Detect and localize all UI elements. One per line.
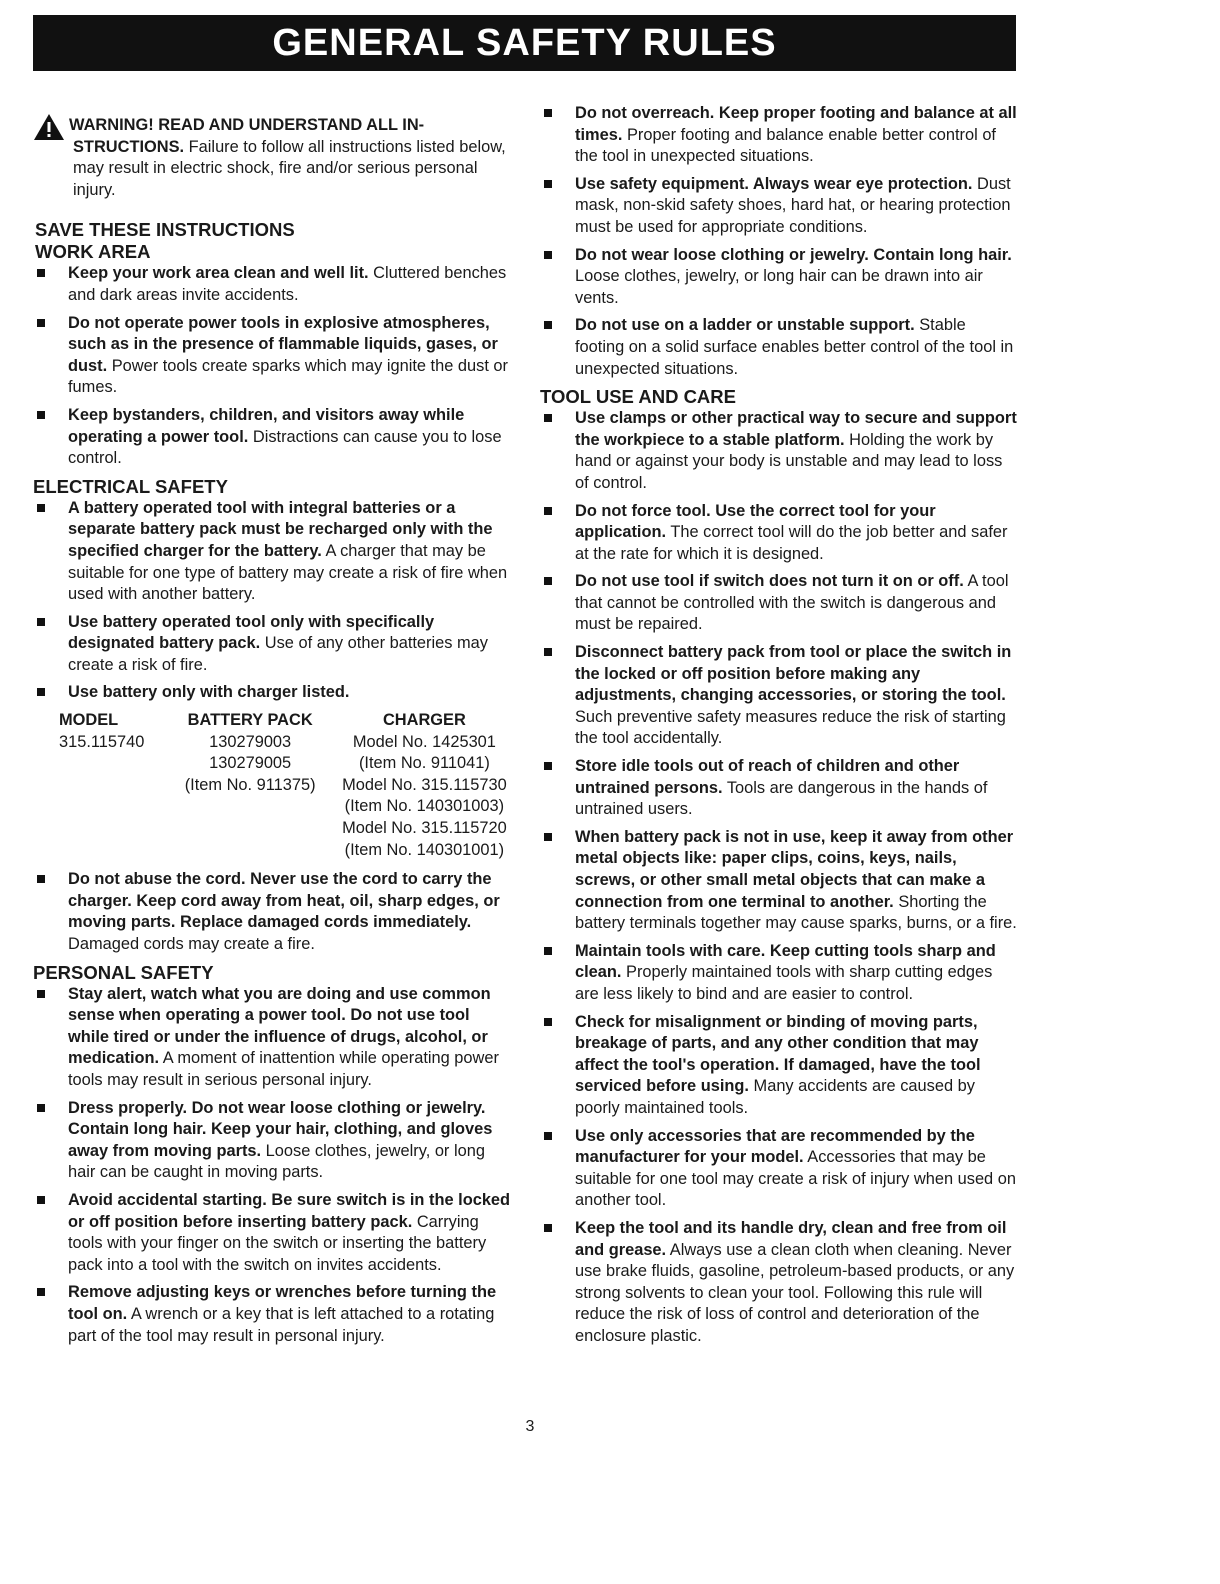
item-bold: Do not abuse the cord. Never use the cord to carry the charger. Keep cord away from heat, oil, sharp edges, or moving parts. Replace damaged cords immediately. [68, 870, 500, 932]
page-title-banner [33, 15, 1016, 71]
table-header: CHARGER [382, 711, 466, 730]
table-cell [59, 753, 165, 775]
table-cell: (Item No. 911041) [358, 754, 490, 773]
item-bold: Check for misalignment or binding of moving parts, breakage of parts, and any other condition that may affect the tool's operation. If damaged, have the tool serviced before using. [575, 1012, 981, 1096]
item-text: Shorting the battery terminals together may cause sparks, burns, or a fire. [575, 892, 1017, 933]
bullet-square-icon [544, 833, 552, 841]
warning-triangle-icon [33, 113, 65, 141]
item-bold: Use clamps or other practical way to secure and support the workpiece to a stable platform. [575, 409, 1017, 449]
table-header: BATTERY PACK [187, 711, 313, 730]
bullet-square-icon [544, 251, 552, 259]
table-cell: Model No. 1425301 [352, 732, 496, 751]
item-text: Dust mask, non-skid safety shoes, hard hat, or hearing protection must be used for appropriate conditions. [575, 174, 1011, 236]
bullet-square-icon [37, 688, 45, 696]
work-area-heading: WORK AREA [35, 241, 151, 263]
list-item [33, 313, 513, 399]
list-item [540, 103, 1018, 168]
tool-use-heading: TOOL USE AND CARE [540, 386, 736, 408]
table-cell: Model No. 315.115730 [342, 775, 507, 794]
item-text: Distractions can cause you to lose control. [68, 427, 502, 468]
bullet-square-icon [37, 990, 45, 998]
item-text: Cluttered benches and dark areas invite accidents. [68, 264, 507, 304]
item-text: Damaged cords may create a fire. [68, 935, 315, 953]
item-bold: Use only accessories that are recommended by the manufacturer for your model. [575, 1126, 975, 1167]
item-bold: Store idle tools out of reach of children and other untrained persons. [575, 757, 960, 797]
list-item [540, 941, 1018, 1006]
item-text: Proper footing and balance enable better control of the tool in unexpected situations. [575, 125, 996, 166]
item-bold: Do not overreach. Keep proper footing and balance at all times. [575, 104, 1017, 144]
item-text: Properly maintained tools with sharp cutting edges are less likely to bind and are easier to control. [575, 963, 993, 1003]
right-column [540, 103, 1018, 1353]
bullet-square-icon [544, 109, 552, 117]
list-item [33, 984, 513, 1092]
item-text: Loose clothes, jewelry, or long hair can be caught in moving parts. [68, 1141, 485, 1182]
bullet-square-icon [37, 1196, 45, 1204]
item-text: Such preventive safety measures reduce the risk of starting the tool accidentally. [575, 707, 1006, 748]
list-item [33, 869, 513, 955]
item-bold: Keep your work area clean and well lit. [68, 264, 369, 283]
item-bold: A battery operated tool with integral batteries or a separate battery pack must be recharged only with the specified charger for the battery. [68, 498, 493, 560]
item-text: Loose clothes, jewelry, or long hair can be drawn into air vents. [575, 267, 983, 307]
item-text: A charger that may be suitable for one type of battery may create a risk of fire when used with another battery. [68, 541, 508, 604]
battery-charger-table [59, 710, 513, 861]
bullet-square-icon [37, 411, 45, 419]
bullet-square-icon [37, 319, 45, 327]
list-item [540, 1012, 1018, 1120]
table-cell [59, 796, 165, 818]
item-bold: Do not operate power tools in explosive atmospheres, such as in the presence of flammable liquids, gases, or dust. [68, 313, 498, 375]
table-header: MODEL [59, 711, 119, 730]
table-cell [59, 818, 165, 840]
list-item [540, 756, 1018, 821]
table-cell: (Item No. 911375) [184, 775, 316, 794]
item-bold: Do not force tool. Use the correct tool for your application. [575, 501, 936, 542]
table-row [59, 818, 513, 840]
item-bold: Keep the tool and its handle dry, clean and free from oil and grease. [575, 1218, 1007, 1259]
table-cell [59, 840, 165, 862]
item-text: A wrench or a key that is left attached to a rotating part of the tool may result in personal injury. [68, 1304, 495, 1345]
list-item [33, 1190, 513, 1276]
list-item [540, 827, 1018, 935]
bullet-square-icon [544, 947, 552, 955]
bullet-square-icon [37, 504, 45, 512]
item-bold: Do not use tool if switch does not turn it on or off. [575, 572, 964, 591]
item-bold: Avoid accidental starting. Be sure switch is in the locked or off position before inserting battery pack. [68, 1190, 511, 1231]
page-title: GENERAL SAFETY RULES [272, 21, 777, 64]
bullet-square-icon [544, 762, 552, 770]
item-bold: Stay alert, watch what you are doing and use common sense when operating a power tool. Do not use tool while tired or under the influence of drugs, alcohol, or medication. [68, 984, 491, 1068]
item-text: Holding the work by hand or against your body is unstable and may lead to loss of control. [575, 430, 1003, 492]
item-text: Use of any other batteries may create a risk of fire. [68, 634, 488, 674]
list-item [540, 642, 1018, 750]
list-item [33, 682, 513, 704]
bullet-square-icon [544, 1018, 552, 1026]
table-cell: 130279005 [209, 754, 292, 773]
bullet-square-icon [37, 269, 45, 277]
table-cell: (Item No. 140301001) [344, 840, 505, 859]
item-text: Accessories that may be suitable for one tool may create a risk of injury when used on another tool. [575, 1148, 1016, 1210]
item-bold: Use safety equipment. Always wear eye protection. [575, 174, 973, 193]
bullet-square-icon [544, 507, 552, 515]
warning-block [33, 115, 513, 201]
item-text: The correct tool will do the job better and safer at the rate for which it is designed. [575, 523, 1008, 563]
list-item [540, 501, 1018, 566]
table-header-row [59, 710, 513, 732]
item-bold: Dress properly. Do not wear loose clothing or jewelry. Contain long hair. Keep your hair, clothing, and gloves away from moving parts. [68, 1098, 493, 1160]
table-row [59, 796, 513, 818]
bullet-square-icon [544, 414, 552, 422]
item-text: Power tools create sparks which may ignite the dust or fumes. [68, 356, 509, 397]
list-item [33, 405, 513, 470]
item-text: Stable footing on a solid surface enables better control of the tool in unexpected situations. [575, 316, 1014, 378]
warning-text: Failure to follow all instructions listed below, may result in electric shock, fire and/or serious personal injury. [73, 137, 506, 199]
table-row [59, 732, 513, 754]
list-item [540, 245, 1018, 310]
list-item [540, 408, 1018, 494]
table-cell [59, 775, 165, 797]
personal-safety-heading: PERSONAL SAFETY [33, 961, 214, 983]
bullet-square-icon [37, 875, 45, 883]
list-item [540, 1126, 1018, 1212]
table-row [59, 840, 513, 862]
item-bold: Disconnect battery pack from tool or place the switch in the locked or off position before making any adjustments, changing accessories, or storing the tool. [575, 643, 1012, 705]
item-bold: Maintain tools with care. Keep cutting tools sharp and clean. [575, 941, 996, 982]
bullet-square-icon [37, 1288, 45, 1296]
left-column [33, 103, 513, 1353]
list-item [33, 498, 513, 606]
item-text: Many accidents are caused by poorly maintained tools. [575, 1077, 975, 1117]
item-text: A tool that cannot be controlled with the switch is dangerous and must be repaired. [575, 572, 1009, 634]
table-cell [165, 840, 336, 862]
bullet-square-icon [544, 648, 552, 656]
warning-title: WARNING! READ AND UNDERSTAND ALL IN-STRUCTIONS. [69, 116, 425, 156]
item-text: Always use a clean cloth when cleaning. Never use brake fluids, gasoline, petroleum-based products, or any strong solvents to clean your tool. Following this rule will reduce the risk of loss of control and deterioration of the enclosure plastic. [575, 1240, 1015, 1345]
list-item [540, 571, 1018, 636]
table-cell: 130279003 [209, 732, 292, 751]
list-item [540, 174, 1018, 239]
electrical-safety-heading: ELECTRICAL SAFETY [33, 475, 228, 497]
table-cell [165, 818, 336, 840]
bullet-square-icon [37, 1104, 45, 1112]
table-row [59, 775, 513, 797]
item-bold: Do not use on a ladder or unstable support. [575, 316, 915, 335]
item-text: Carrying tools with your finger on the switch or inserting the battery pack into a tool with the switch on invites accidents. [68, 1212, 487, 1274]
bullet-square-icon [544, 321, 552, 329]
bullet-square-icon [37, 618, 45, 626]
bullet-square-icon [544, 577, 552, 585]
bullet-square-icon [544, 1224, 552, 1232]
table-row [59, 753, 513, 775]
list-item [33, 263, 513, 306]
table-cell: Model No. 315.115720 [342, 819, 507, 838]
list-item [33, 1282, 513, 1347]
list-item [33, 1098, 513, 1184]
bullet-square-icon [544, 180, 552, 188]
list-item [540, 1218, 1018, 1348]
item-bold: When battery pack is not in use, keep it away from other metal objects like: paper clips, coins, keys, nails, screws, or other small metal objects that can make a connection from one terminal to another. [575, 827, 1014, 911]
table-cell [165, 796, 336, 818]
table-cell: (Item No. 140301003) [344, 797, 505, 816]
item-bold: Use battery operated tool only with specifically designated battery pack. [68, 612, 435, 653]
list-item [33, 612, 513, 677]
page-number: 3 [525, 1418, 535, 1435]
item-text: Tools are dangerous in the hands of untrained users. [575, 778, 988, 819]
list-item [540, 315, 1018, 380]
item-bold: Keep bystanders, children, and visitors away while operating a power tool. [68, 405, 465, 446]
item-bold: Use battery only with charger listed. [68, 683, 350, 702]
save-instructions-heading: SAVE THESE INSTRUCTIONS [35, 219, 295, 241]
item-bold: Remove adjusting keys or wrenches before turning the tool on. [68, 1283, 497, 1323]
table-cell: 315.115740 [59, 732, 145, 751]
item-text: A moment of inattention while operating power tools may result in serious personal injury. [68, 1049, 499, 1089]
item-bold: Do not wear loose clothing or jewelry. Contain long hair. [575, 245, 1012, 264]
bullet-square-icon [544, 1132, 552, 1140]
